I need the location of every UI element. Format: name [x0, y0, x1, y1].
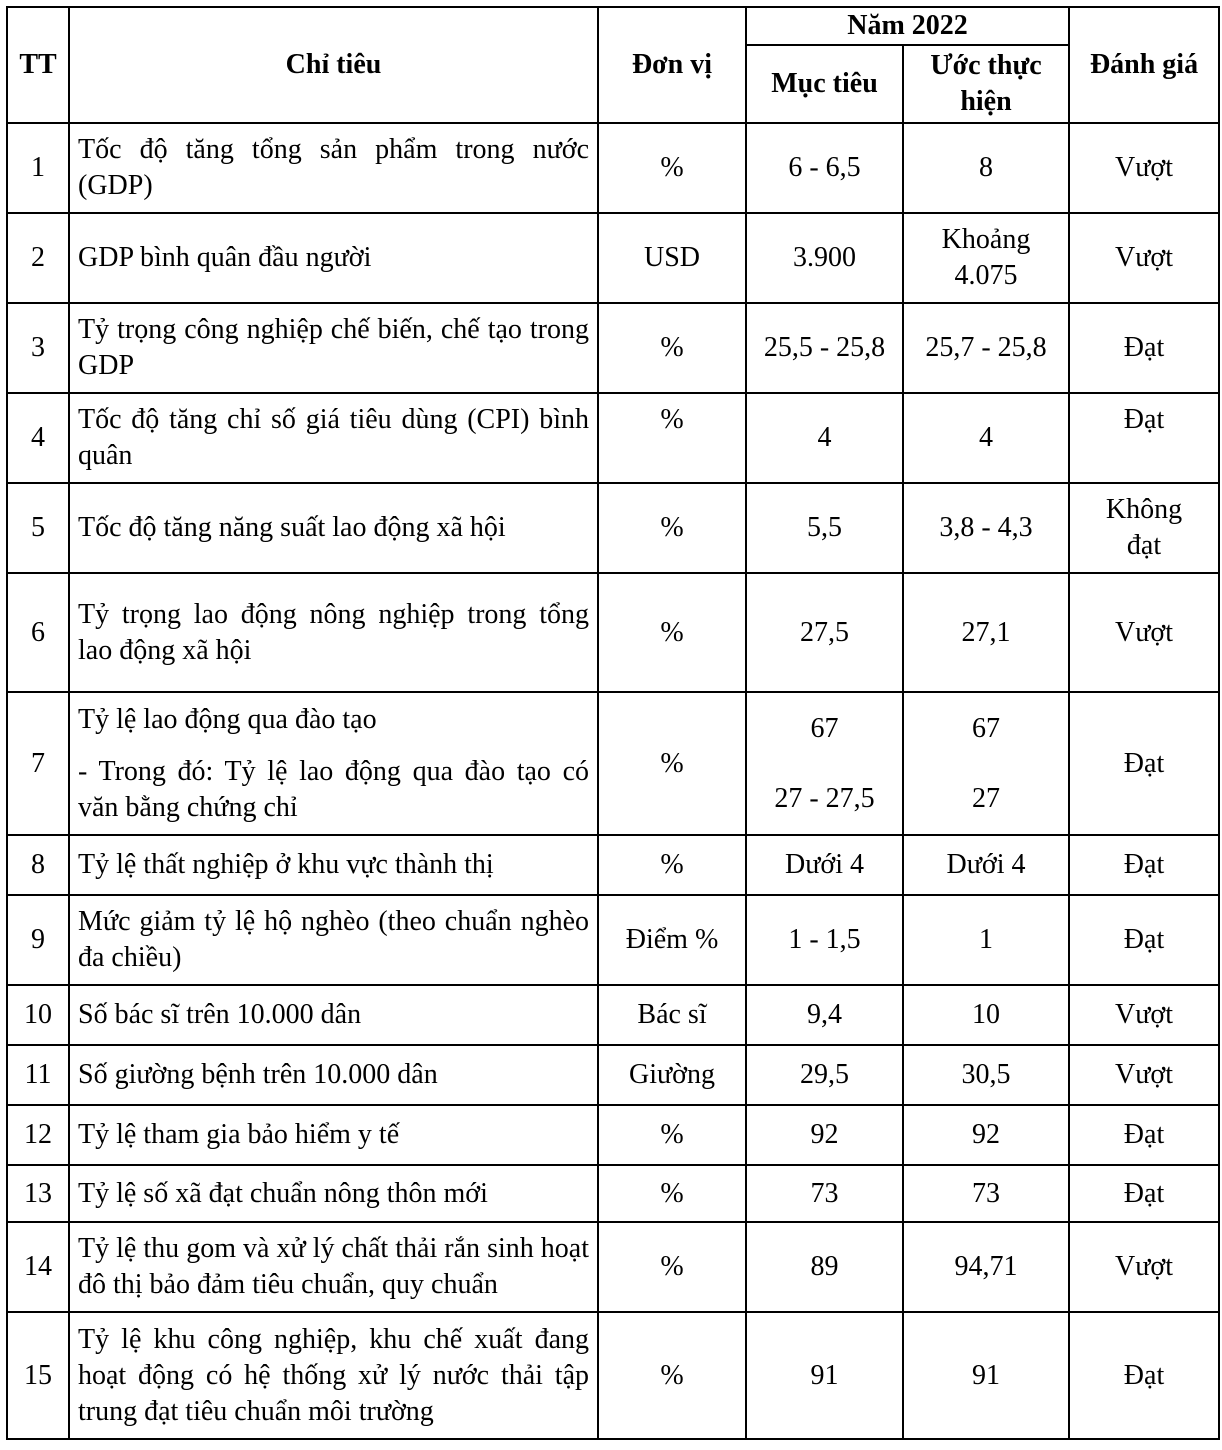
row-indicator: Tốc độ tăng tổng sản phẩm trong nước (GDP)	[69, 123, 598, 213]
row-tt: 4	[7, 393, 69, 483]
row-assessment: Không đạt	[1069, 483, 1219, 573]
row-unit: %	[598, 393, 746, 483]
row-unit: %	[598, 835, 746, 895]
row-unit: %	[598, 1165, 746, 1222]
row-target: 9,4	[746, 985, 903, 1045]
table-row	[7, 393, 1219, 483]
row-indicator: Tỷ lệ khu công nghiệp, khu chế xuất đang hoạt động có hệ thống xử lý nước thải tập trung đạt tiêu chuẩn môi trường	[69, 1312, 598, 1439]
table-row	[7, 1105, 1219, 1165]
row-target: 6 - 6,5	[746, 123, 903, 213]
row-target: 89	[746, 1222, 903, 1312]
row-indicator-sub: - Trong đó: Tỷ lệ lao động qua đào tạo có văn bằng chứng chỉ	[78, 755, 589, 823]
row-indicator: Tỷ lệ lao động qua đào tạo	[78, 703, 377, 735]
table-row	[7, 692, 1219, 835]
row-indicator: Số bác sĩ trên 10.000 dân	[69, 985, 598, 1045]
row-tt: 11	[7, 1045, 69, 1105]
row-indicator: Mức giảm tỷ lệ hộ nghèo (theo chuẩn nghèo đa chiều)	[69, 895, 598, 985]
row-unit: USD	[598, 213, 746, 303]
row-estimate: 10	[903, 985, 1069, 1045]
row-unit: %	[598, 573, 746, 692]
row-target: Dưới 4	[746, 835, 903, 895]
row-tt: 3	[7, 303, 69, 393]
row-estimate: 94,71	[903, 1222, 1069, 1312]
row-target-sub: 27 - 27,5	[774, 782, 875, 814]
row-target: 92	[746, 1105, 903, 1165]
row-target: 1 - 1,5	[746, 895, 903, 985]
table-row	[7, 1312, 1219, 1439]
row-indicator-cell	[69, 692, 598, 835]
row-assessment: Vượt	[1069, 213, 1219, 303]
header-target: Mục tiêu	[746, 45, 903, 123]
row-target: 4	[746, 393, 903, 483]
row-estimate: Khoảng 4.075	[903, 213, 1069, 303]
table-row	[7, 483, 1219, 573]
table-row	[7, 213, 1219, 303]
table-row	[7, 985, 1219, 1045]
row-assessment: Vượt	[1069, 123, 1219, 213]
header-assessment: Đánh giá	[1069, 7, 1219, 123]
row-estimate: 3,8 - 4,3	[903, 483, 1069, 573]
header-estimate: Ước thực hiện	[903, 45, 1069, 123]
table-row	[7, 895, 1219, 985]
row-indicator: Tỷ trọng công nghiệp chế biến, chế tạo trong GDP	[69, 303, 598, 393]
header-tt: TT	[7, 7, 69, 123]
table-row	[7, 573, 1219, 692]
row-estimate: 27,1	[903, 573, 1069, 692]
row-assessment: Vượt	[1069, 1045, 1219, 1105]
row-assessment: Đạt	[1069, 895, 1219, 985]
row-assessment: Đạt	[1069, 1105, 1219, 1165]
row-tt: 7	[7, 692, 69, 835]
row-estimate: 91	[903, 1312, 1069, 1439]
row-estimate: 67	[972, 712, 1000, 744]
row-assessment: Đạt	[1069, 1165, 1219, 1222]
row-estimate-cell	[903, 692, 1069, 835]
row-unit: %	[598, 692, 746, 835]
row-unit: %	[598, 1222, 746, 1312]
row-indicator: Tốc độ tăng chỉ số giá tiêu dùng (CPI) bình quân	[69, 393, 598, 483]
row-estimate: 25,7 - 25,8	[903, 303, 1069, 393]
row-assessment: Vượt	[1069, 573, 1219, 692]
row-target: 5,5	[746, 483, 903, 573]
row-target: 29,5	[746, 1045, 903, 1105]
row-tt: 9	[7, 895, 69, 985]
row-target: 27,5	[746, 573, 903, 692]
row-unit: %	[598, 483, 746, 573]
row-estimate: 1	[903, 895, 1069, 985]
row-unit: %	[598, 1105, 746, 1165]
table-row	[7, 1165, 1219, 1222]
row-tt: 13	[7, 1165, 69, 1222]
row-target: 91	[746, 1312, 903, 1439]
row-unit: %	[598, 123, 746, 213]
row-tt: 1	[7, 123, 69, 213]
row-target-cell	[746, 692, 903, 835]
row-assessment: Đạt	[1069, 835, 1219, 895]
row-assessment: Đạt	[1069, 692, 1219, 835]
row-unit: %	[598, 303, 746, 393]
header-year: Năm 2022	[746, 7, 1069, 45]
row-estimate: 30,5	[903, 1045, 1069, 1105]
row-indicator: Số giường bệnh trên 10.000 dân	[69, 1045, 598, 1105]
row-unit: Điểm %	[598, 895, 746, 985]
table-row	[7, 1045, 1219, 1105]
table-row	[7, 835, 1219, 895]
header-unit: Đơn vị	[598, 7, 746, 123]
row-estimate-sub: 27	[972, 782, 1000, 814]
row-estimate: 4	[903, 393, 1069, 483]
row-tt: 5	[7, 483, 69, 573]
row-tt: 14	[7, 1222, 69, 1312]
row-unit: %	[598, 1312, 746, 1439]
row-assessment: Vượt	[1069, 1222, 1219, 1312]
row-indicator: Tỷ lệ số xã đạt chuẩn nông thôn mới	[69, 1165, 598, 1222]
row-estimate: 73	[903, 1165, 1069, 1222]
row-indicator: Tỷ lệ tham gia bảo hiểm y tế	[69, 1105, 598, 1165]
row-indicator: Tốc độ tăng năng suất lao động xã hội	[69, 483, 598, 573]
row-estimate: Dưới 4	[903, 835, 1069, 895]
row-target: 25,5 - 25,8	[746, 303, 903, 393]
row-assessment: Vượt	[1069, 985, 1219, 1045]
row-target: 3.900	[746, 213, 903, 303]
row-indicator: Tỷ lệ thất nghiệp ở khu vực thành thị	[69, 835, 598, 895]
row-indicator: Tỷ trọng lao động nông nghiệp trong tổng lao động xã hội	[69, 573, 598, 692]
row-tt: 10	[7, 985, 69, 1045]
row-estimate: 8	[903, 123, 1069, 213]
row-tt: 8	[7, 835, 69, 895]
row-unit: Bác sĩ	[598, 985, 746, 1045]
row-tt: 2	[7, 213, 69, 303]
row-assessment: Đạt	[1069, 303, 1219, 393]
row-target: 67	[810, 712, 839, 744]
row-assessment: Đạt	[1069, 1312, 1219, 1439]
row-tt: 12	[7, 1105, 69, 1165]
table-row	[7, 1222, 1219, 1312]
table-row	[7, 123, 1219, 213]
row-indicator: Tỷ lệ thu gom và xử lý chất thải rắn sinh hoạt đô thị bảo đảm tiêu chuẩn, quy chuẩn	[69, 1222, 598, 1312]
row-assessment: Đạt	[1069, 393, 1219, 483]
row-target: 73	[746, 1165, 903, 1222]
row-tt: 6	[7, 573, 69, 692]
indicators-table	[6, 6, 1220, 1440]
row-unit: Giường	[598, 1045, 746, 1105]
table-row	[7, 303, 1219, 393]
header-indicator: Chỉ tiêu	[69, 7, 598, 123]
row-tt: 15	[7, 1312, 69, 1439]
row-indicator: GDP bình quân đầu người	[69, 213, 598, 303]
row-estimate: 92	[903, 1105, 1069, 1165]
